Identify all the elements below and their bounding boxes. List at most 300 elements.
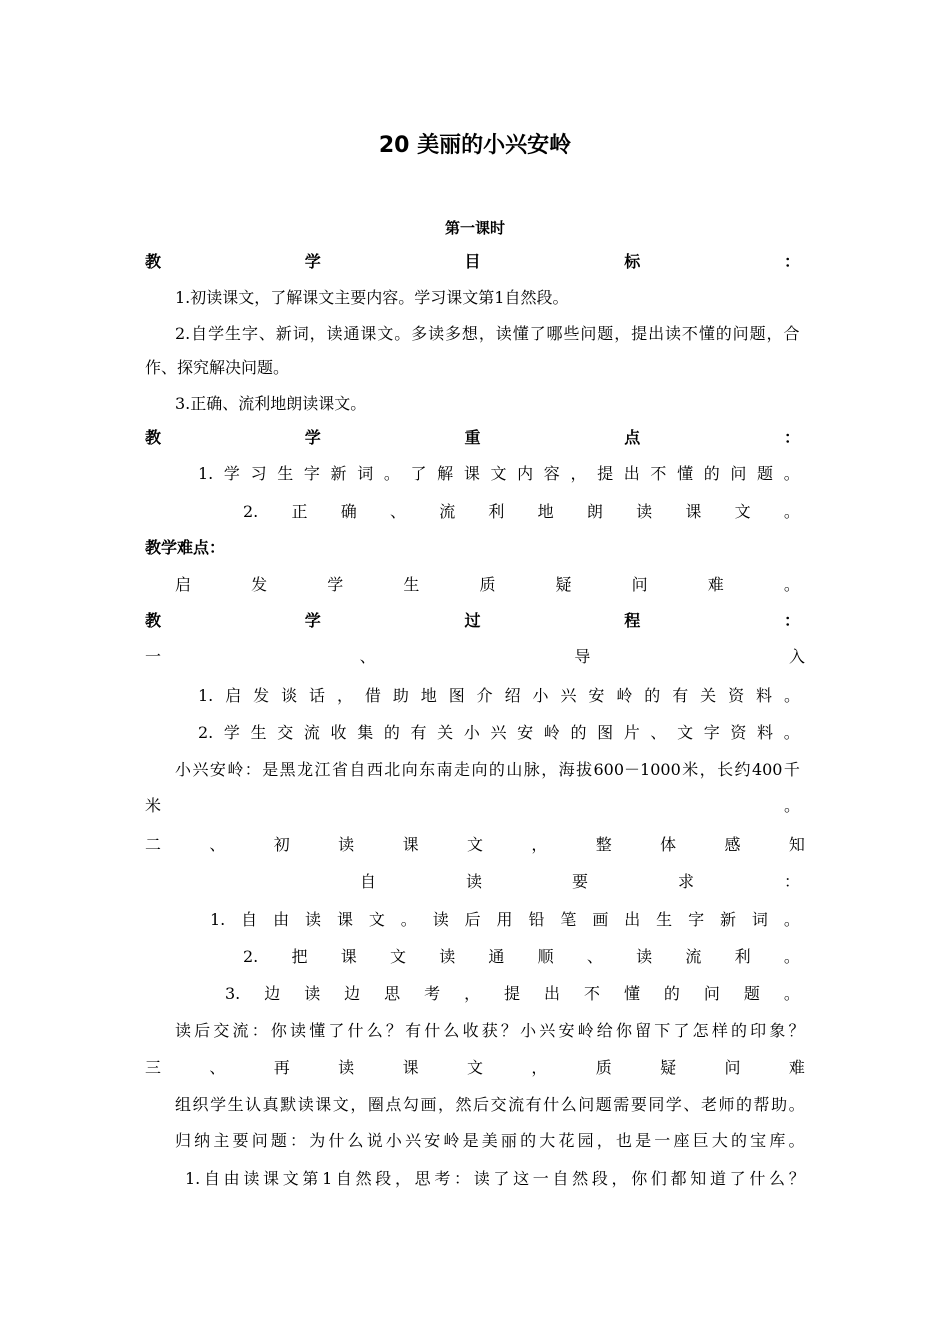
text-glyph: 新 bbox=[720, 910, 737, 929]
text-glyph: 资 bbox=[730, 723, 747, 742]
text-glyph: 老 bbox=[700, 1095, 717, 1114]
text-glyph: 介 bbox=[476, 686, 493, 705]
text-glyph: 西 bbox=[366, 760, 383, 779]
text-glyph: 、 bbox=[389, 502, 406, 521]
text-glyph: 生 bbox=[250, 723, 267, 742]
text-glyph: 思 bbox=[384, 984, 401, 1003]
text-glyph: 花 bbox=[558, 1131, 575, 1150]
text-glyph: 了 bbox=[673, 1021, 690, 1040]
text-glyph: 读 bbox=[664, 324, 681, 343]
text-glyph: ， bbox=[478, 324, 495, 343]
text-glyph: 懂 bbox=[677, 464, 694, 483]
text-glyph: 岭 bbox=[227, 760, 244, 779]
text-glyph: 安 bbox=[209, 760, 226, 779]
text-glyph: 兴 bbox=[405, 1131, 422, 1150]
text-glyph: 了 bbox=[529, 324, 546, 343]
text-glyph: 。 bbox=[783, 464, 800, 483]
text-glyph: ， bbox=[531, 835, 548, 854]
text-glyph: 大 bbox=[539, 1131, 556, 1150]
text-glyph: 海 bbox=[558, 760, 575, 779]
text-glyph: 有 bbox=[410, 723, 427, 742]
text-glyph: 生 bbox=[277, 464, 294, 483]
text-glyph: 借 bbox=[364, 686, 381, 705]
text-glyph: 什 bbox=[328, 1131, 345, 1150]
heading-teaching-process bbox=[145, 610, 800, 632]
text-glyph: 课 bbox=[340, 947, 357, 966]
text-glyph: 懂 bbox=[512, 324, 529, 343]
text-glyph: 1. bbox=[210, 910, 226, 929]
text-glyph: 宝 bbox=[750, 1131, 767, 1150]
process-paragraph bbox=[175, 1094, 805, 1116]
text-glyph: 读 bbox=[338, 1058, 355, 1077]
text-glyph: ， bbox=[766, 324, 783, 343]
text-glyph: 词 bbox=[357, 464, 374, 483]
process-paragraph bbox=[175, 1130, 805, 1152]
text-glyph: 向 bbox=[401, 760, 418, 779]
text-glyph: 真 bbox=[262, 1095, 279, 1114]
text-glyph: 黑 bbox=[279, 760, 296, 779]
text-glyph: 南 bbox=[436, 760, 453, 779]
text-glyph: 织 bbox=[192, 1095, 209, 1114]
text-glyph: 收 bbox=[330, 723, 347, 742]
text-glyph: 词 bbox=[751, 910, 768, 929]
text-glyph: 读 bbox=[326, 324, 343, 343]
text-glyph: 朗 bbox=[586, 502, 603, 521]
info-paragraph bbox=[175, 759, 800, 781]
text-glyph: 问 bbox=[724, 1058, 741, 1077]
text-glyph: ： bbox=[783, 428, 800, 447]
text-glyph: ， bbox=[437, 1095, 454, 1114]
text-glyph: 千 bbox=[783, 760, 800, 779]
text-glyph: 自 bbox=[335, 1169, 352, 1188]
text-glyph: 留 bbox=[635, 1021, 652, 1040]
text-glyph: 初 bbox=[273, 835, 290, 854]
document-title: 20 美丽的小兴安岭 bbox=[378, 133, 572, 158]
text-glyph: ， bbox=[531, 1058, 548, 1077]
text-glyph: 考 bbox=[424, 984, 441, 1003]
text-glyph: 发 bbox=[251, 575, 268, 594]
text-glyph: 的 bbox=[663, 984, 680, 1003]
text-glyph: 体 bbox=[660, 835, 677, 854]
text-glyph: 2. bbox=[175, 324, 191, 343]
text-glyph: 的 bbox=[570, 723, 587, 742]
text-glyph: 圈 bbox=[367, 1095, 384, 1114]
text-glyph: ， bbox=[464, 984, 481, 1003]
text-glyph: 课 bbox=[360, 324, 377, 343]
text-glyph: 。 bbox=[783, 910, 800, 929]
text-glyph: 1 bbox=[322, 1169, 333, 1188]
text-glyph: 确 bbox=[340, 502, 357, 521]
text-glyph: 题 bbox=[595, 1095, 612, 1114]
text-glyph: 疑 bbox=[660, 1058, 677, 1077]
text-glyph: 要 bbox=[630, 1095, 647, 1114]
text-glyph: 读 bbox=[428, 324, 445, 343]
text-glyph: 。 bbox=[383, 464, 400, 483]
text-glyph: 后 bbox=[464, 910, 481, 929]
text-glyph: 读 bbox=[495, 324, 512, 343]
text-glyph: 考 bbox=[434, 1169, 451, 1188]
text-glyph: ， bbox=[309, 324, 326, 343]
text-glyph: 纳 bbox=[194, 1131, 211, 1150]
text-glyph: 利 bbox=[488, 502, 505, 521]
text-glyph: ， bbox=[336, 686, 353, 705]
text-glyph: 道 bbox=[709, 1169, 726, 1188]
text-glyph: 通 bbox=[343, 324, 360, 343]
text-glyph: 是 bbox=[262, 760, 279, 779]
text-glyph: 自 bbox=[203, 1169, 220, 1188]
text-glyph: 。 bbox=[783, 575, 800, 594]
text-glyph: 读 bbox=[432, 910, 449, 929]
text-glyph: 小 bbox=[532, 686, 549, 705]
text-glyph: 读 bbox=[290, 1021, 307, 1040]
text-glyph: 读 bbox=[304, 984, 321, 1003]
text-glyph: 文 bbox=[389, 947, 406, 966]
text-glyph: 样 bbox=[711, 1021, 728, 1040]
text-glyph: 同 bbox=[648, 1095, 665, 1114]
heading-difficulties: 教学难点： bbox=[145, 538, 226, 557]
text-glyph: 米 bbox=[145, 796, 162, 815]
text-glyph: 问 bbox=[578, 1095, 595, 1114]
text-glyph: 地 bbox=[420, 686, 437, 705]
text-glyph: 文 bbox=[677, 723, 694, 742]
text-glyph: 重 bbox=[464, 428, 481, 447]
text-glyph: 兴 bbox=[490, 723, 507, 742]
text-glyph: 龙 bbox=[297, 760, 314, 779]
text-glyph: 质 bbox=[479, 575, 496, 594]
text-glyph: 有 bbox=[405, 1021, 422, 1040]
text-glyph: 提 bbox=[631, 324, 648, 343]
text-glyph: 600－1000 bbox=[593, 760, 681, 779]
text-glyph: 安 bbox=[588, 686, 605, 705]
text-glyph: 通 bbox=[488, 947, 505, 966]
text-glyph: 流 bbox=[439, 502, 456, 521]
text-glyph: 多 bbox=[411, 324, 428, 343]
goal-item bbox=[175, 323, 800, 345]
text-glyph: 什 bbox=[347, 1021, 364, 1040]
text-glyph: 北 bbox=[384, 760, 401, 779]
text-glyph: 不 bbox=[681, 324, 698, 343]
text-glyph: 流 bbox=[508, 1095, 525, 1114]
text-glyph: 学 bbox=[304, 428, 321, 447]
text-glyph: 课 bbox=[402, 1058, 419, 1077]
text-glyph: 读 bbox=[297, 1095, 314, 1114]
text-glyph: 。 bbox=[400, 910, 417, 929]
text-glyph: 文 bbox=[466, 1058, 483, 1077]
text-glyph: 感 bbox=[724, 835, 741, 854]
text-glyph: 出 bbox=[648, 324, 665, 343]
text-glyph: ， bbox=[350, 1095, 367, 1114]
text-glyph: 流 bbox=[232, 1021, 249, 1040]
text-glyph: 自 bbox=[349, 760, 366, 779]
text-glyph: 然 bbox=[572, 1169, 589, 1188]
goal-item: 3.正确、流利地朗读课文。 bbox=[175, 394, 367, 413]
requirement-item bbox=[210, 909, 800, 931]
text-glyph: 2. bbox=[243, 502, 259, 521]
text-glyph: 脉 bbox=[523, 760, 540, 779]
text-glyph: 么 bbox=[443, 1021, 460, 1040]
text-glyph: 由 bbox=[273, 910, 290, 929]
text-glyph: 文 bbox=[282, 1169, 299, 1188]
text-glyph: 标 bbox=[624, 252, 641, 271]
text-glyph: 要 bbox=[232, 1131, 249, 1150]
text-glyph: 东 bbox=[419, 760, 436, 779]
text-glyph: 生 bbox=[656, 910, 673, 929]
text-glyph: 集 bbox=[357, 723, 374, 742]
text-glyph: 疑 bbox=[555, 575, 572, 594]
text-glyph: 长 bbox=[717, 760, 734, 779]
text-glyph: 问 bbox=[730, 464, 747, 483]
text-glyph: 。 bbox=[783, 502, 800, 521]
text-glyph: 主 bbox=[213, 1131, 230, 1150]
text-glyph: 导 bbox=[574, 647, 591, 666]
text-glyph: 由 bbox=[223, 1169, 240, 1188]
text-glyph: 给 bbox=[596, 1021, 613, 1040]
text-glyph: 文 bbox=[466, 835, 483, 854]
text-glyph: 程 bbox=[624, 611, 641, 630]
text-glyph: 兴 bbox=[560, 686, 577, 705]
text-glyph: 学 bbox=[208, 324, 225, 343]
text-glyph: 也 bbox=[615, 1131, 632, 1150]
text-glyph: 岭 bbox=[443, 1131, 460, 1150]
text-glyph: 问 bbox=[703, 984, 720, 1003]
text-glyph: 料 bbox=[756, 686, 773, 705]
text-glyph: 岭 bbox=[543, 723, 560, 742]
text-glyph: 生 bbox=[227, 1095, 244, 1114]
text-glyph: 提 bbox=[504, 984, 521, 1003]
text-glyph: 学 bbox=[304, 611, 321, 630]
text-glyph: 文 bbox=[490, 464, 507, 483]
text-glyph: 你 bbox=[615, 1021, 632, 1040]
text-glyph: 学 bbox=[223, 723, 240, 742]
text-glyph: 教 bbox=[145, 611, 162, 630]
text-glyph: 字 bbox=[688, 910, 705, 929]
text-glyph: 知 bbox=[690, 1169, 707, 1188]
text-glyph: 顺 bbox=[537, 947, 554, 966]
text-glyph: 求 bbox=[677, 872, 694, 891]
text-glyph: 。 bbox=[783, 984, 800, 1003]
text-glyph: 什 bbox=[543, 1095, 560, 1114]
text-glyph: 边 bbox=[264, 984, 281, 1003]
text-glyph: 需 bbox=[613, 1095, 630, 1114]
text-glyph: 画 bbox=[592, 910, 609, 929]
text-glyph: 为 bbox=[309, 1131, 326, 1150]
text-glyph: 段 bbox=[591, 1169, 608, 1188]
text-glyph: 的 bbox=[644, 686, 661, 705]
text-glyph: 想 bbox=[461, 324, 478, 343]
key-point-item bbox=[243, 501, 800, 523]
text-glyph: 读 bbox=[439, 947, 456, 966]
text-glyph: 说 bbox=[366, 1131, 383, 1150]
heading-key-points bbox=[145, 427, 800, 449]
text-glyph: 的 bbox=[730, 1021, 747, 1040]
text-glyph: 问 bbox=[631, 575, 648, 594]
text-glyph: 安 bbox=[424, 1131, 441, 1150]
text-glyph: 笔 bbox=[560, 910, 577, 929]
text-glyph: 的 bbox=[488, 760, 505, 779]
text-glyph: 料 bbox=[757, 723, 774, 742]
text-glyph: 出 bbox=[624, 910, 641, 929]
text-glyph: 这 bbox=[513, 1169, 530, 1188]
text-glyph: 关 bbox=[700, 686, 717, 705]
text-glyph: 的 bbox=[383, 723, 400, 742]
goal-item: 1.初读课文，了解课文主要内容。学习课文第1自然段。 bbox=[175, 288, 569, 307]
text-glyph: ？ bbox=[385, 1021, 402, 1040]
text-glyph: 问 bbox=[251, 1131, 268, 1150]
reading-requirements bbox=[360, 871, 800, 893]
text-glyph: 三 bbox=[145, 1058, 162, 1077]
text-glyph: 么 bbox=[560, 1095, 577, 1114]
text-glyph: 默 bbox=[280, 1095, 297, 1114]
text-glyph: 么 bbox=[347, 1131, 364, 1150]
text-glyph: 读 bbox=[636, 502, 653, 521]
text-glyph: 是 bbox=[462, 1131, 479, 1150]
text-glyph: 出 bbox=[544, 984, 561, 1003]
text-glyph: 走 bbox=[454, 760, 471, 779]
text-glyph: 课 bbox=[315, 1095, 332, 1114]
text-glyph: 。 bbox=[783, 947, 800, 966]
text-glyph: 有 bbox=[525, 1095, 542, 1114]
text-glyph: 安 bbox=[517, 723, 534, 742]
text-glyph: 问 bbox=[732, 324, 749, 343]
text-glyph: 、 bbox=[683, 1095, 700, 1114]
goal-item-continued: 作、探究解决问题。 bbox=[145, 358, 290, 377]
text-glyph: 读 bbox=[473, 1169, 490, 1188]
text-glyph: ： bbox=[783, 252, 800, 271]
text-glyph: 、 bbox=[359, 647, 376, 666]
text-glyph: 向 bbox=[471, 760, 488, 779]
text-glyph: 了 bbox=[493, 1169, 510, 1188]
text-glyph: 是 bbox=[635, 1131, 652, 1150]
text-glyph: 3. bbox=[225, 984, 241, 1003]
text-glyph: 第 bbox=[302, 1169, 319, 1188]
text-glyph: ： bbox=[783, 611, 800, 630]
text-glyph: 题 bbox=[597, 324, 614, 343]
text-glyph: 岭 bbox=[616, 686, 633, 705]
text-glyph: 绍 bbox=[504, 686, 521, 705]
text-glyph: 了 bbox=[328, 1021, 345, 1040]
text-glyph: 、 bbox=[586, 947, 603, 966]
text-glyph: 们 bbox=[650, 1169, 667, 1188]
text-glyph: 兴 bbox=[539, 1021, 556, 1040]
heading-teaching-goals bbox=[145, 251, 800, 273]
text-glyph: 关 bbox=[437, 723, 454, 742]
text-glyph: 、 bbox=[209, 1058, 226, 1077]
text-glyph: ： bbox=[244, 760, 261, 779]
text-glyph: 拔 bbox=[576, 760, 593, 779]
text-glyph: 读 bbox=[338, 835, 355, 854]
text-glyph: 文 bbox=[377, 324, 394, 343]
info-paragraph-continued bbox=[145, 795, 800, 817]
text-glyph: 课 bbox=[685, 502, 702, 521]
text-glyph: 么 bbox=[769, 1169, 786, 1188]
text-glyph: 有 bbox=[672, 686, 689, 705]
text-glyph: 发 bbox=[253, 686, 270, 705]
text-glyph: 边 bbox=[344, 984, 361, 1003]
text-glyph: 题 bbox=[757, 464, 774, 483]
text-glyph: 习 bbox=[250, 464, 267, 483]
text-glyph: 一 bbox=[145, 647, 162, 666]
text-glyph: 。 bbox=[788, 1131, 805, 1150]
text-glyph: 的 bbox=[736, 1095, 753, 1114]
text-glyph: ， bbox=[394, 1169, 411, 1188]
text-glyph: 米 bbox=[682, 760, 699, 779]
text-glyph: 小 bbox=[520, 1021, 537, 1040]
text-glyph: 交 bbox=[277, 723, 294, 742]
text-glyph: 画 bbox=[420, 1095, 437, 1114]
text-glyph: 谈 bbox=[281, 686, 298, 705]
discussion-prompt bbox=[175, 1020, 805, 1042]
text-glyph: 利 bbox=[734, 947, 751, 966]
text-glyph: 大 bbox=[711, 1131, 728, 1150]
text-glyph: 交 bbox=[490, 1095, 507, 1114]
text-glyph: ？ bbox=[788, 1021, 805, 1040]
text-glyph: 美 bbox=[481, 1131, 498, 1150]
lesson-subtitle: 第一课时 bbox=[444, 219, 505, 237]
text-glyph: 都 bbox=[670, 1169, 687, 1188]
text-glyph: 读 bbox=[305, 910, 322, 929]
text-glyph: 质 bbox=[595, 1058, 612, 1077]
text-glyph: 难 bbox=[707, 575, 724, 594]
text-glyph: 、 bbox=[258, 324, 275, 343]
text-glyph: 文 bbox=[332, 1095, 349, 1114]
text-glyph: 思 bbox=[414, 1169, 431, 1188]
text-glyph: 地 bbox=[537, 502, 554, 521]
text-glyph: 出 bbox=[623, 464, 640, 483]
text-glyph: 丽 bbox=[500, 1131, 517, 1150]
text-glyph: 1. bbox=[198, 686, 214, 705]
text-glyph: 你 bbox=[631, 1169, 648, 1188]
text-glyph: 了 bbox=[729, 1169, 746, 1188]
text-glyph: 的 bbox=[715, 324, 732, 343]
text-glyph: 获 bbox=[481, 1021, 498, 1040]
text-glyph: 学 bbox=[210, 1095, 227, 1114]
text-glyph: 学 bbox=[304, 252, 321, 271]
text-glyph: 什 bbox=[749, 1169, 766, 1188]
text-glyph: 字 bbox=[703, 723, 720, 742]
text-glyph: 新 bbox=[275, 324, 292, 343]
text-glyph: 课 bbox=[263, 1169, 280, 1188]
text-glyph: 把 bbox=[291, 947, 308, 966]
text-glyph: 收 bbox=[462, 1021, 479, 1040]
text-glyph: 用 bbox=[496, 910, 513, 929]
text-glyph: 下 bbox=[654, 1021, 671, 1040]
text-glyph: 合 bbox=[783, 324, 800, 343]
text-glyph: 然 bbox=[455, 1095, 472, 1114]
section-first-reading bbox=[145, 834, 805, 856]
text-glyph: 些 bbox=[563, 324, 580, 343]
text-glyph: 要 bbox=[571, 872, 588, 891]
text-glyph: 400 bbox=[751, 760, 783, 779]
text-glyph: 词 bbox=[292, 324, 309, 343]
text-glyph: 话 bbox=[309, 686, 326, 705]
text-glyph: 知 bbox=[788, 835, 805, 854]
section-second-reading bbox=[145, 1057, 805, 1079]
text-glyph: 懂 bbox=[309, 1021, 326, 1040]
text-glyph: 么 bbox=[366, 1021, 383, 1040]
text-glyph: 。 bbox=[788, 1095, 805, 1114]
text-glyph: 文 bbox=[734, 502, 751, 521]
text-glyph: 不 bbox=[650, 464, 667, 483]
text-glyph: 教 bbox=[145, 252, 162, 271]
text-glyph: 容 bbox=[543, 464, 560, 483]
text-glyph: 勾 bbox=[402, 1095, 419, 1114]
text-glyph: 自 bbox=[552, 1169, 569, 1188]
text-glyph: 小 bbox=[385, 1131, 402, 1150]
text-glyph: 你 bbox=[270, 1021, 287, 1040]
text-glyph: 的 bbox=[520, 1131, 537, 1150]
text-glyph: 读 bbox=[465, 872, 482, 891]
text-glyph: 学 bbox=[665, 1095, 682, 1114]
